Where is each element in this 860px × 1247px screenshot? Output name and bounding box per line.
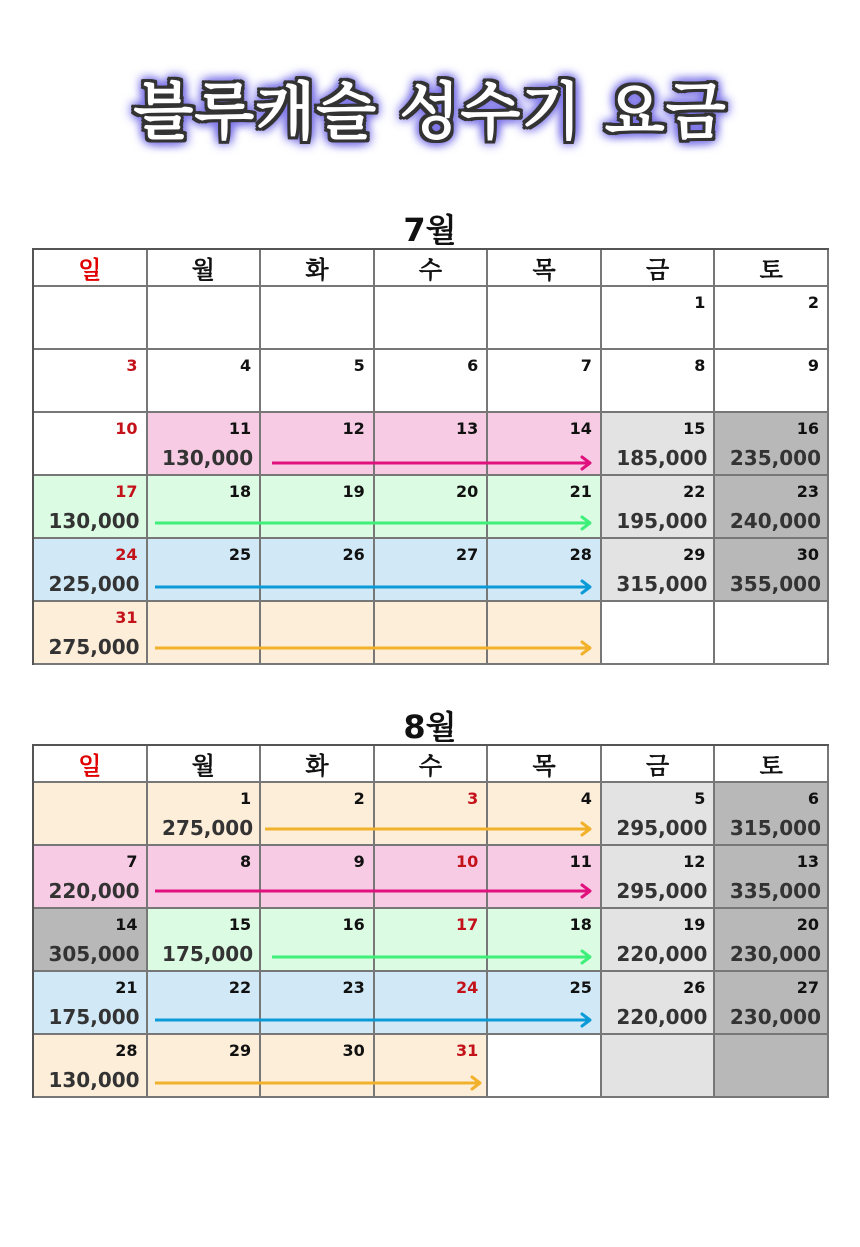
- day-number: 9: [353, 852, 365, 871]
- price-label: 275,000: [162, 816, 254, 840]
- day-number: 4: [580, 789, 592, 808]
- calendar-day-cell: [715, 783, 829, 846]
- day-number: 15: [228, 915, 252, 934]
- day-number: 12: [342, 419, 365, 438]
- day-number: 17: [115, 482, 138, 501]
- calendar-day-cell: [148, 539, 262, 602]
- weekday-header: 토: [715, 746, 829, 783]
- calendar-day-cell: [488, 1035, 602, 1098]
- day-number: 20: [456, 482, 479, 501]
- day-number: 5: [353, 356, 365, 375]
- calendar-day-cell: [715, 350, 829, 413]
- day-number: 15: [683, 419, 706, 438]
- price-label: 230,000: [729, 1005, 821, 1029]
- calendar-day-cell: [261, 413, 375, 476]
- calendar-day-cell: [602, 783, 716, 846]
- price-label: 315,000: [616, 572, 708, 596]
- calendar-day-cell: [375, 1035, 489, 1098]
- price-label: 230,000: [729, 942, 821, 966]
- calendar-day-cell: [715, 413, 829, 476]
- day-number: 16: [796, 419, 819, 438]
- calendar-day-cell: [375, 413, 489, 476]
- calendar-day-cell: [375, 783, 489, 846]
- price-label: 185,000: [616, 446, 708, 470]
- day-number: 11: [569, 852, 592, 871]
- calendar-day-cell: [488, 539, 602, 602]
- calendar-day-cell: [488, 909, 602, 972]
- calendar-day-cell: [148, 1035, 262, 1098]
- day-number: 21: [569, 482, 592, 501]
- day-number: 23: [796, 482, 819, 501]
- calendar-day-cell: [715, 972, 829, 1035]
- day-number: 2: [807, 293, 819, 312]
- calendar-day-cell: [715, 909, 829, 972]
- calendar-day-cell: [488, 783, 602, 846]
- weekday-header: 목: [488, 746, 602, 783]
- calendar-day-cell: [375, 476, 489, 539]
- calendar-day-cell: [34, 287, 148, 350]
- calendar-day-cell: [148, 909, 262, 972]
- day-number: 7: [580, 356, 592, 375]
- day-number: 17: [456, 915, 479, 934]
- day-number: 6: [807, 789, 819, 808]
- day-number: 31: [115, 608, 138, 627]
- calendar-day-cell: [34, 350, 148, 413]
- month-title-august: 8월: [403, 708, 457, 746]
- calendar-day-cell: [261, 287, 375, 350]
- calendar-day-cell: [375, 846, 489, 909]
- calendar-day-cell: [261, 1035, 375, 1098]
- day-number: 25: [569, 978, 592, 997]
- calendar-day-cell: [602, 476, 716, 539]
- day-number: 31: [456, 1041, 479, 1060]
- calendar-day-cell: [488, 602, 602, 665]
- price-label: 130,000: [48, 509, 140, 533]
- weekday-header: 목: [488, 250, 602, 287]
- day-number: 6: [467, 356, 479, 375]
- day-number: 4: [240, 356, 252, 375]
- price-label: 130,000: [48, 1068, 140, 1092]
- calendar-day-cell: [602, 539, 716, 602]
- weekday-header: 화: [261, 250, 375, 287]
- day-number: 2: [353, 789, 365, 808]
- calendar-day-cell: [375, 539, 489, 602]
- calendar-day-cell: [261, 476, 375, 539]
- weekday-header: 일: [34, 746, 148, 783]
- day-number: 29: [228, 1041, 252, 1060]
- day-number: 19: [342, 482, 365, 501]
- calendar-day-cell: [602, 909, 716, 972]
- calendar-day-cell: [34, 972, 148, 1035]
- calendar-day-cell: [261, 909, 375, 972]
- day-number: 20: [796, 915, 819, 934]
- calendar-day-cell: [715, 287, 829, 350]
- calendar-day-cell: [148, 972, 262, 1035]
- calendar-day-cell: [261, 972, 375, 1035]
- price-label: 175,000: [48, 1005, 140, 1029]
- weekday-header: 일: [34, 250, 148, 287]
- calendar-day-cell: [715, 602, 829, 665]
- day-number: 27: [796, 978, 819, 997]
- calendar-day-cell: [34, 846, 148, 909]
- day-number: 30: [796, 545, 819, 564]
- calendar-day-cell: [375, 602, 489, 665]
- calendar-day-cell: [715, 476, 829, 539]
- day-number: 11: [228, 419, 252, 438]
- weekday-header: 월: [148, 746, 262, 783]
- weekday-header: 수: [375, 746, 489, 783]
- price-label: 235,000: [729, 446, 821, 470]
- calendar-day-cell: [375, 287, 489, 350]
- day-number: 3: [467, 789, 479, 808]
- calendar-day-cell: [602, 413, 716, 476]
- price-label: 195,000: [616, 509, 708, 533]
- price-label: 305,000: [48, 942, 140, 966]
- day-number: 18: [228, 482, 252, 501]
- weekday-header: 수: [375, 250, 489, 287]
- day-number: 18: [569, 915, 592, 934]
- calendar-day-cell: [602, 350, 716, 413]
- day-number: 28: [115, 1041, 138, 1060]
- calendar-day-cell: [261, 539, 375, 602]
- weekday-header: 토: [715, 250, 829, 287]
- day-number: 24: [456, 978, 479, 997]
- day-number: 22: [228, 978, 252, 997]
- calendar-day-cell: [34, 909, 148, 972]
- calendar-day-cell: [34, 783, 148, 846]
- day-number: 27: [456, 545, 479, 564]
- calendar-day-cell: [148, 476, 262, 539]
- price-label: 240,000: [729, 509, 821, 533]
- calendar-day-cell: [261, 350, 375, 413]
- calendar-day-cell: [715, 1035, 829, 1098]
- calendar-day-cell: [375, 350, 489, 413]
- price-label: 335,000: [729, 879, 821, 903]
- calendar-day-cell: [488, 846, 602, 909]
- day-number: 14: [115, 915, 138, 934]
- calendar-day-cell: [34, 413, 148, 476]
- calendar-day-cell: [602, 602, 716, 665]
- calendar-day-cell: [148, 602, 262, 665]
- day-number: 23: [342, 978, 365, 997]
- calendar-august: [32, 744, 829, 1098]
- day-number: 26: [342, 545, 365, 564]
- calendar-day-cell: [375, 909, 489, 972]
- price-label: 275,000: [48, 635, 140, 659]
- day-number: 16: [342, 915, 365, 934]
- day-number: 8: [694, 356, 706, 375]
- day-number: 25: [228, 545, 252, 564]
- day-number: 24: [115, 545, 138, 564]
- day-number: 28: [569, 545, 592, 564]
- calendar-day-cell: [148, 846, 262, 909]
- calendar-day-cell: [148, 413, 262, 476]
- calendar-day-cell: [375, 972, 489, 1035]
- calendar-day-cell: [34, 476, 148, 539]
- weekday-header: 월: [148, 250, 262, 287]
- calendar-day-cell: [488, 972, 602, 1035]
- day-number: 3: [126, 356, 138, 375]
- day-number: 7: [126, 852, 138, 871]
- day-number: 13: [456, 419, 479, 438]
- calendar-day-cell: [34, 1035, 148, 1098]
- weekday-header: 화: [261, 746, 375, 783]
- day-number: 1: [694, 293, 706, 312]
- calendar-day-cell: [602, 1035, 716, 1098]
- price-label: 220,000: [616, 1005, 708, 1029]
- price-label: 225,000: [48, 572, 140, 596]
- calendar-day-cell: [261, 602, 375, 665]
- day-number: 8: [240, 852, 252, 871]
- calendar-day-cell: [602, 846, 716, 909]
- calendar-day-cell: [261, 783, 375, 846]
- weekday-header: 금: [602, 250, 716, 287]
- day-number: 21: [115, 978, 138, 997]
- price-label: 220,000: [48, 879, 140, 903]
- day-number: 1: [240, 789, 252, 808]
- day-number: 26: [683, 978, 706, 997]
- day-number: 12: [683, 852, 706, 871]
- price-label: 295,000: [616, 816, 708, 840]
- calendar-day-cell: [148, 287, 262, 350]
- month-title-july: 7월: [403, 211, 457, 249]
- day-number: 10: [456, 852, 479, 871]
- calendar-day-cell: [715, 539, 829, 602]
- price-label: 355,000: [729, 572, 821, 596]
- calendar-day-cell: [488, 350, 602, 413]
- price-label: 130,000: [162, 446, 254, 470]
- day-number: 14: [569, 419, 592, 438]
- day-number: 13: [796, 852, 819, 871]
- price-label: 315,000: [729, 816, 821, 840]
- calendar-day-cell: [148, 783, 262, 846]
- day-number: 10: [115, 419, 138, 438]
- calendar-day-cell: [488, 287, 602, 350]
- calendar-day-cell: [715, 846, 829, 909]
- calendar-day-cell: [488, 413, 602, 476]
- calendar-day-cell: [34, 539, 148, 602]
- calendar-day-cell: [261, 846, 375, 909]
- day-number: 30: [342, 1041, 365, 1060]
- price-label: 175,000: [162, 942, 254, 966]
- calendar-day-cell: [34, 602, 148, 665]
- price-label: 220,000: [616, 942, 708, 966]
- calendar-day-cell: [602, 972, 716, 1035]
- day-number: 9: [807, 356, 819, 375]
- page-title: 블루캐슬 성수기 요금: [133, 75, 727, 148]
- calendar-day-cell: [488, 476, 602, 539]
- day-number: 19: [683, 915, 706, 934]
- price-label: 295,000: [616, 879, 708, 903]
- calendar-july: [32, 248, 829, 665]
- weekday-header: 금: [602, 746, 716, 783]
- day-number: 5: [694, 789, 706, 808]
- calendar-day-cell: [148, 350, 262, 413]
- calendar-day-cell: [602, 287, 716, 350]
- day-number: 22: [683, 482, 706, 501]
- day-number: 29: [683, 545, 706, 564]
